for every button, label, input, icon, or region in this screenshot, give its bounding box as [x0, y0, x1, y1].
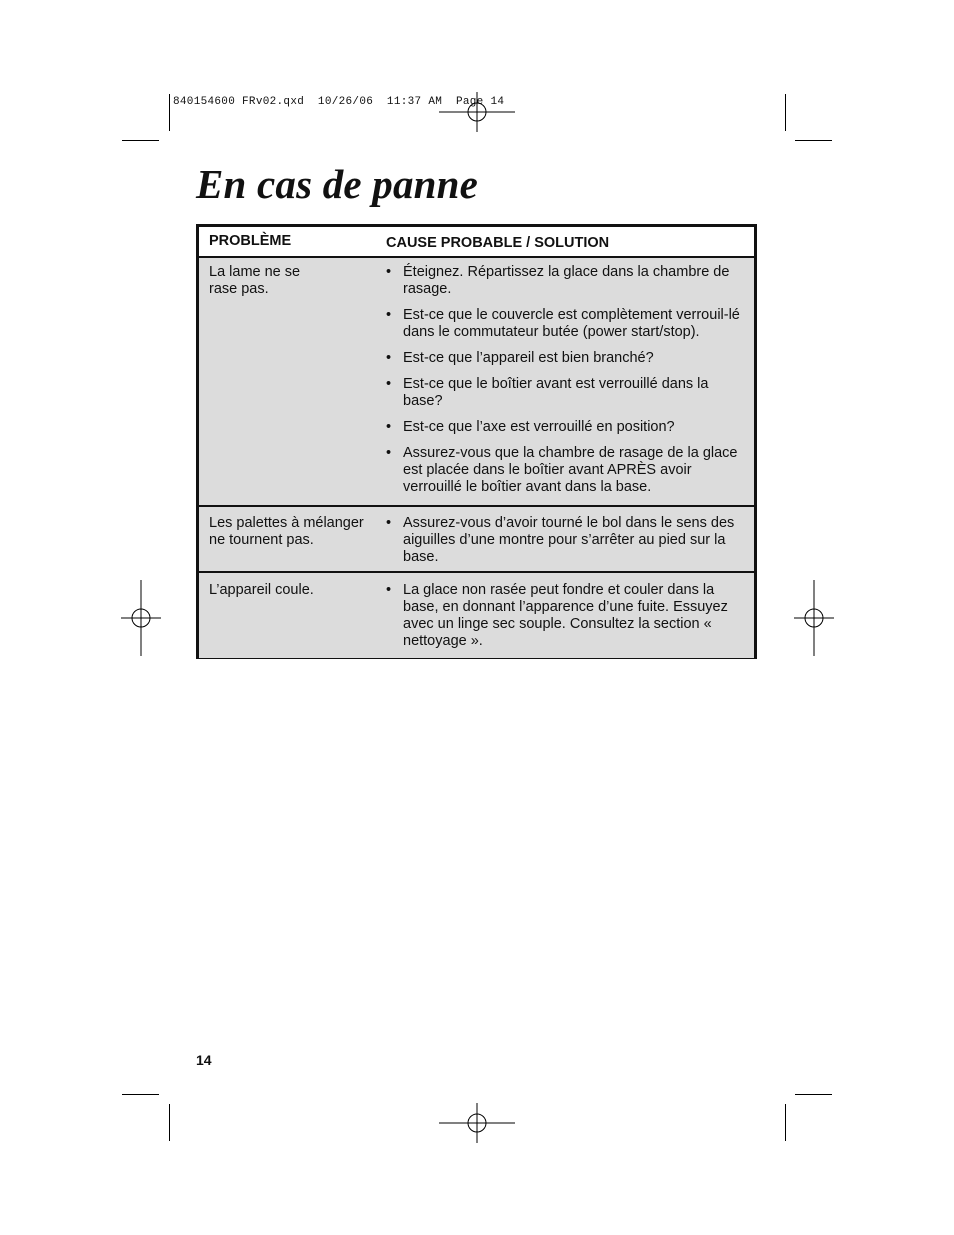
registration-mark-left-icon — [121, 580, 161, 656]
solution-item: • Assurez-vous d’avoir tourné le bol dans le sens des aiguilles d’une montre pour s’arrêter au pied sur la base. — [386, 515, 735, 565]
crop-mark-top-right-h — [795, 140, 832, 141]
solution-item: • Est-ce que l’appareil est bien branché? — [386, 350, 654, 366]
header-solution: CAUSE PROBABLE / SOLUTION — [386, 235, 610, 251]
solution-item: • Est-ce que l’axe est verrouillé en position? — [386, 419, 675, 435]
print-slug: 840154600 FRv02.qxd 10/26/06 11:37 AM Page 14 — [173, 96, 505, 108]
solution-list — [386, 264, 750, 505]
solution-item: • Assurez-vous que la chambre de rasage de la glace est placée dans le boîtier avant APRÈS avoir verrouillé le boîtier avant dans la base. — [386, 445, 738, 495]
registration-mark-right-icon — [794, 580, 834, 656]
registration-mark-top-icon — [439, 92, 515, 132]
registration-mark-bottom-icon — [439, 1103, 515, 1143]
crop-mark-bottom-left-v — [169, 1104, 170, 1141]
problem-cell: Les palettes à mélanger ne tournent pas. — [209, 515, 364, 548]
table-header — [199, 227, 754, 258]
table-row — [199, 505, 754, 573]
solution-item: • La glace non rasée peut fondre et couler dans la base, en donnant l’apparence d’une fuite. Essuyez avec un linge sec souple. Consultez la section « nettoyage ». — [386, 582, 728, 649]
page-title: En cas de panne — [196, 161, 479, 207]
table-row — [199, 571, 754, 658]
solution-item: • Éteignez. Répartissez la glace dans la chambre de rasage. — [386, 264, 730, 297]
solution-list — [386, 515, 750, 575]
problem-cell: La lame ne se rase pas. — [209, 264, 301, 297]
crop-mark-bottom-left-h — [122, 1094, 159, 1095]
problem-cell: L’appareil coule. — [209, 582, 314, 598]
troubleshooting-table — [196, 224, 757, 659]
table-row — [199, 258, 754, 505]
crop-mark-bottom-right-h — [795, 1094, 832, 1095]
crop-mark-top-right-v — [785, 94, 786, 131]
crop-mark-top-left-h — [122, 140, 159, 141]
page-number: 14 — [196, 1052, 212, 1068]
solution-item: • Est-ce que le couvercle est complètement verrouil-lé dans le commutateur butée (power start/stop). — [386, 307, 740, 340]
solution-list — [386, 582, 750, 659]
solution-item: • Est-ce que le boîtier avant est verrouillé dans la base? — [386, 376, 709, 409]
crop-mark-top-left-v — [169, 94, 170, 131]
crop-mark-bottom-right-v — [785, 1104, 786, 1141]
header-problem: PROBLÈME — [209, 233, 292, 249]
